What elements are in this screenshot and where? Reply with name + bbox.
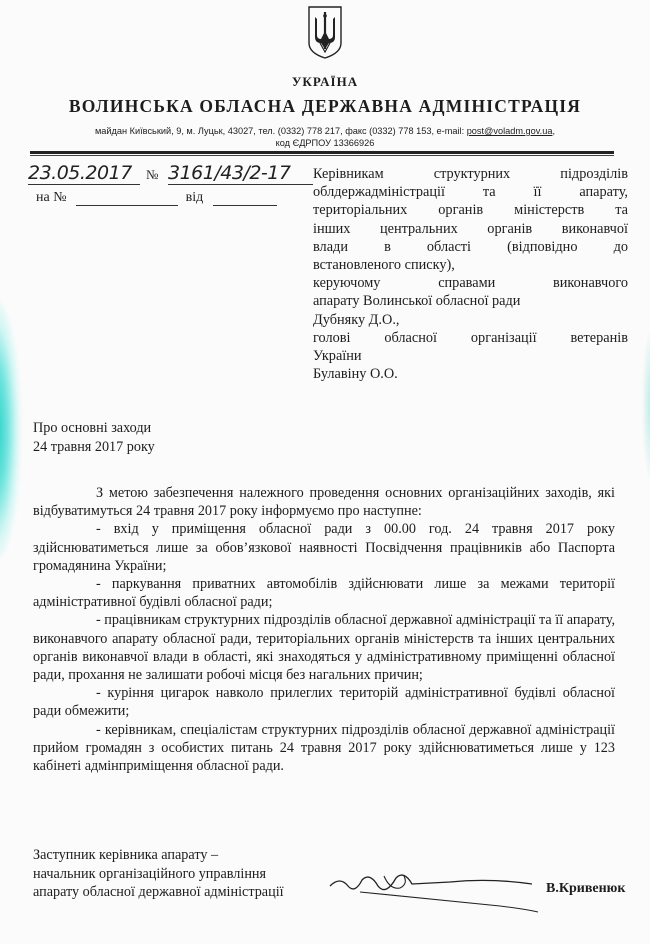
addressee-line: встановленого списку), bbox=[313, 257, 455, 274]
letter-body bbox=[33, 484, 615, 775]
signatory-title-line: Заступник керівника апарату – bbox=[33, 847, 219, 863]
signatory-title-line: начальник організаційного управління bbox=[33, 865, 267, 882]
header-divider bbox=[30, 151, 614, 154]
outgoing-number: 3161/43/2-17 bbox=[168, 162, 313, 185]
ref-date-label: від bbox=[185, 190, 204, 205]
subject-line: Про основні заходи bbox=[33, 420, 152, 436]
email-suffix: , bbox=[552, 126, 556, 136]
addressee-line: територіальних органів міністерств та bbox=[313, 202, 628, 219]
list-item: - керівникам, спеціалістам структурних підрозділів обласної державної адміністрації прийом громадян з особистих питань 24 травня 2017 року здійснюватиметься лише у 123 кабінеті адмінприміщення обласної ради. bbox=[33, 721, 615, 775]
registration-line bbox=[28, 162, 318, 186]
ref-number-blank bbox=[76, 192, 178, 206]
signatory-title bbox=[33, 846, 284, 902]
address-text: майдан Київський, 9, м. Луцьк, 43027, тел. (0332) 778 217, факс (0332) 778 153, e-mail: bbox=[94, 126, 467, 136]
addressee-line: України bbox=[313, 348, 362, 365]
outgoing-date: 23.05.2017 bbox=[28, 162, 140, 185]
handwritten-signature-icon bbox=[300, 868, 560, 918]
addressee-line: Дубняку Д.О., bbox=[313, 311, 400, 328]
subject-heading bbox=[33, 419, 155, 457]
list-item: - куріння цигарок навколо прилеглих територій адміністративної будівлі обласної ради обмежити; bbox=[33, 685, 615, 720]
addressee-line: апарату Волинської обласної ради bbox=[313, 293, 521, 310]
addressee-line: керуючому справами виконавчого bbox=[313, 275, 628, 292]
addressee-line: Керівникам структурних підрозділів bbox=[313, 166, 628, 182]
addressee-line: влади в області (відповідно до bbox=[313, 238, 628, 255]
list-item: - паркування приватних автомобілів здійснювати лише за межами території адміністративної будівлі обласної ради; bbox=[33, 576, 615, 611]
signatory-title-line: апарату обласної державної адміністрації bbox=[33, 884, 284, 900]
number-label: № bbox=[146, 167, 159, 182]
addressee-block bbox=[313, 165, 628, 383]
list-item: - працівникам структурних підрозділів обласної державної адміністрації та її апарату, виконавчого апарату обласної ради, територіальних органів міністерств та інших центральних органів виконавчої влади в області, які знаходяться у адміністративному приміщенні обласної ради, прохання не залишати робочі місця без нагальних причин; bbox=[33, 612, 615, 684]
addressee-line: голові обласної організації ветеранів bbox=[313, 329, 628, 346]
reference-line bbox=[36, 190, 277, 206]
header-divider-thin bbox=[30, 155, 614, 156]
edge-glow-decoration-right bbox=[642, 330, 650, 480]
ref-number-label: на № bbox=[36, 190, 67, 205]
addressee-line: облдержадміністрації та її апарату, bbox=[313, 184, 628, 201]
addressee-line: інших центральних органів виконавчої bbox=[313, 220, 628, 237]
intro-paragraph: З метою забезпечення належного проведення основних організаційних заходів, які відбуватимуться 24 травня 2017 року інформуємо про наступне: bbox=[33, 485, 615, 520]
edrpou-code: код ЄДРПОУ 13366926 bbox=[275, 138, 375, 148]
ref-date-blank bbox=[213, 192, 277, 206]
list-item: - вхід у приміщення обласної ради з 00.00 год. 24 травня 2017 року здійснюватиметься лише за обов’язкової наявності Посвідчення працівників або Паспорта громадянина України; bbox=[33, 521, 615, 574]
organization-name: ВОЛИНСЬКА ОБЛАСНА ДЕРЖАВНА АДМІНІСТРАЦІЯ bbox=[68, 96, 582, 116]
signatory-name: В.Кривенюк bbox=[546, 881, 626, 896]
subject-line: 24 травня 2017 року bbox=[33, 439, 155, 455]
country-name: УКРАЇНА bbox=[291, 74, 359, 89]
contact-info bbox=[0, 125, 650, 149]
email-link[interactable]: post@voladm.gov.ua bbox=[466, 126, 553, 136]
edge-glow-decoration bbox=[0, 300, 20, 560]
addressee-line: Булавіну О.О. bbox=[313, 366, 398, 383]
trident-coat-of-arms-icon bbox=[307, 5, 343, 60]
